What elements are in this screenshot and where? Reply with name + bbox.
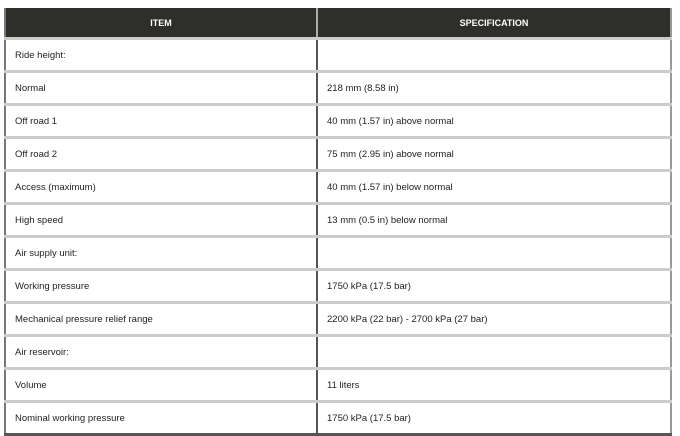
- item-cell: Normal: [5, 72, 317, 105]
- header-specification: SPECIFICATION: [317, 8, 671, 39]
- header-item: ITEM: [5, 8, 317, 39]
- spec-cell: 2200 kPa (22 bar) - 2700 kPa (27 bar): [317, 303, 671, 336]
- spec-cell: [317, 39, 671, 72]
- item-cell: Off road 2: [5, 138, 317, 171]
- spec-cell: 1750 kPa (17.5 bar): [317, 402, 671, 435]
- spec-cell: [317, 237, 671, 270]
- table-row: [5, 369, 671, 402]
- item-cell: Ride height:: [5, 39, 317, 72]
- spec-cell: [317, 336, 671, 369]
- spec-cell: 40 mm (1.57 in) above normal: [317, 105, 671, 138]
- item-cell: Air reservoir:: [5, 336, 317, 369]
- spec-cell: 40 mm (1.57 in) below normal: [317, 171, 671, 204]
- header-row: [5, 8, 671, 39]
- table-row: [5, 39, 671, 72]
- item-cell: Air supply unit:: [5, 237, 317, 270]
- table-row: [5, 105, 671, 138]
- table-row: [5, 237, 671, 270]
- table-row: [5, 171, 671, 204]
- table-row: [5, 138, 671, 171]
- table-row: [5, 72, 671, 105]
- item-cell: Nominal working pressure: [5, 402, 317, 435]
- spec-cell: 75 mm (2.95 in) above normal: [317, 138, 671, 171]
- item-cell: High speed: [5, 204, 317, 237]
- table-row: [5, 303, 671, 336]
- table-row: [5, 270, 671, 303]
- table-row: [5, 402, 671, 435]
- spec-cell: 218 mm (8.58 in): [317, 72, 671, 105]
- spec-cell: 11 liters: [317, 369, 671, 402]
- item-cell: Working pressure: [5, 270, 317, 303]
- item-cell: Volume: [5, 369, 317, 402]
- table-row: [5, 336, 671, 369]
- spec-cell: 13 mm (0.5 in) below normal: [317, 204, 671, 237]
- item-cell: Access (maximum): [5, 171, 317, 204]
- table-row: [5, 204, 671, 237]
- item-cell: Mechanical pressure relief range: [5, 303, 317, 336]
- spec-cell: 1750 kPa (17.5 bar): [317, 270, 671, 303]
- item-cell: Off road 1: [5, 105, 317, 138]
- specification-table: [4, 8, 672, 436]
